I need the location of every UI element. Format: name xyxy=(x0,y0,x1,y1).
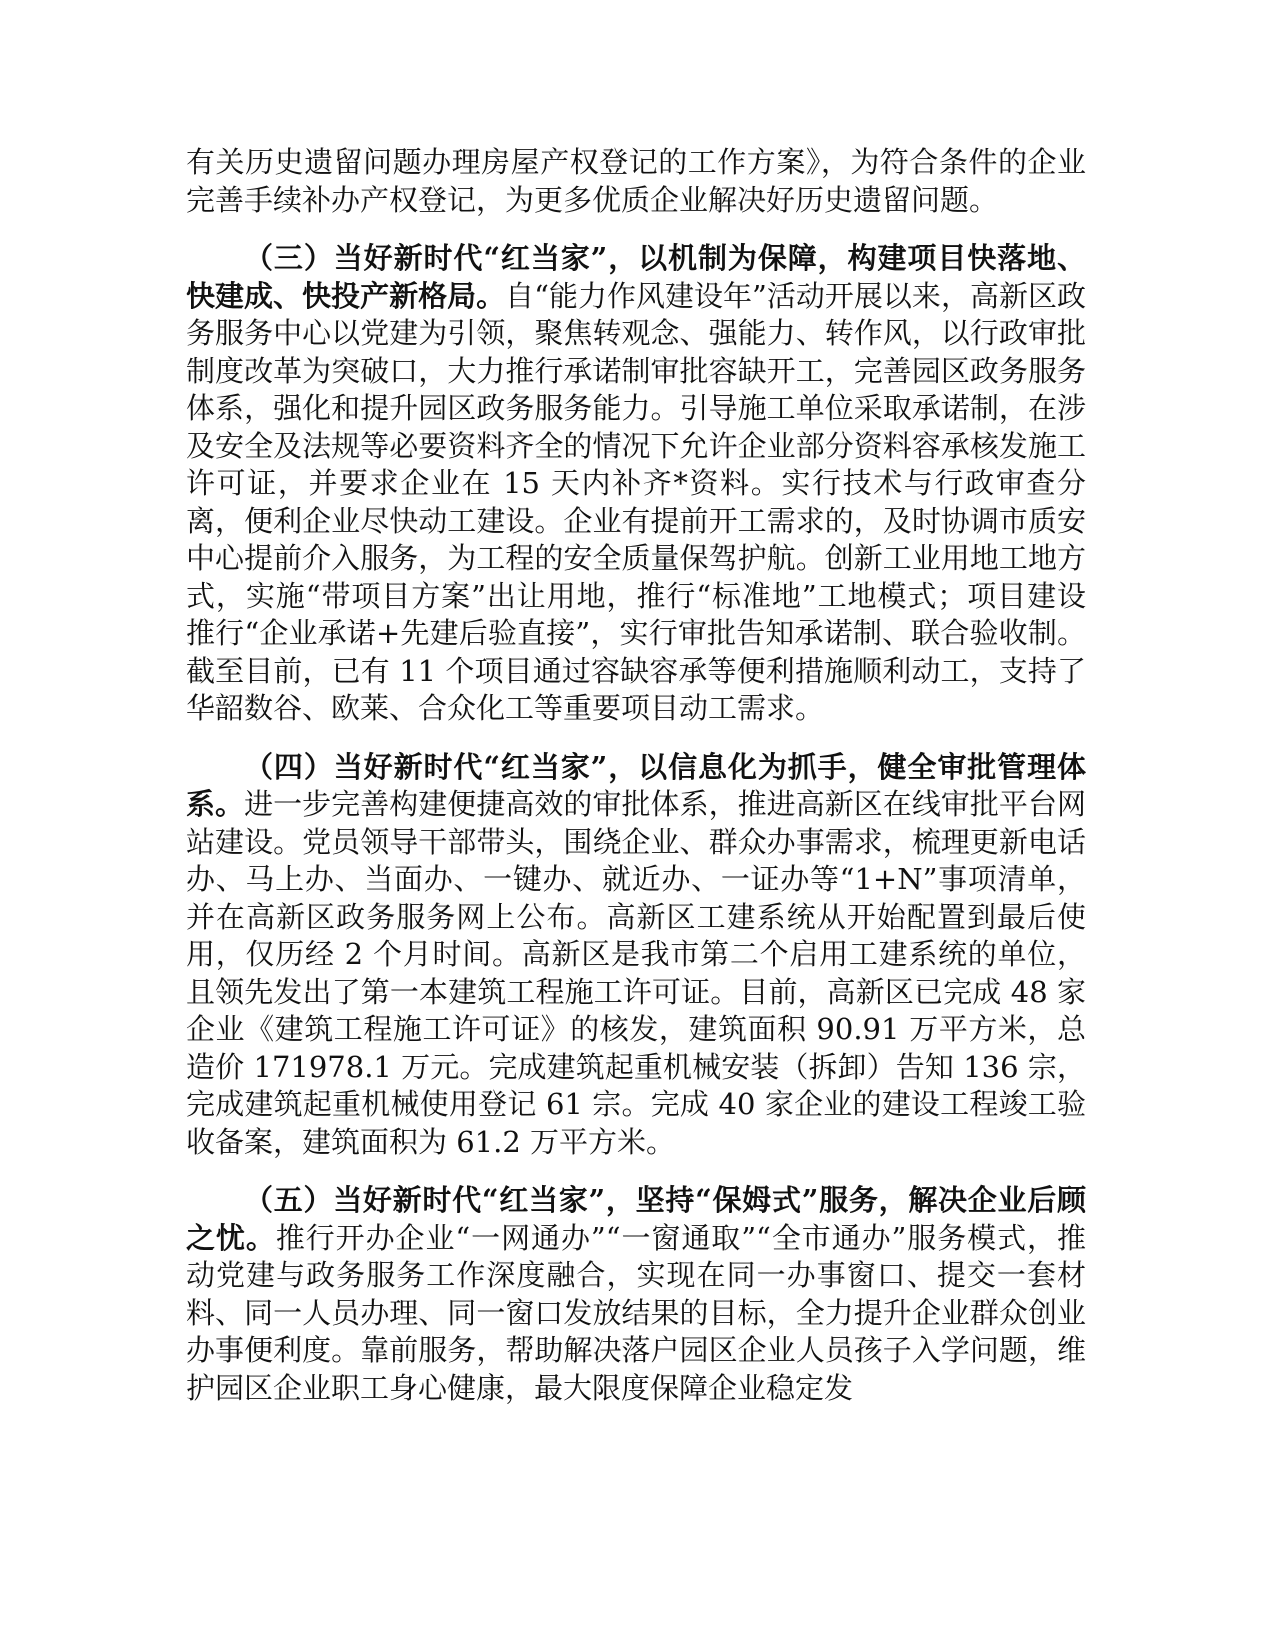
paragraph-body-text: 有关历史遗留问题办理房屋产权登记的工作方案》，为符合条件的企业完善手续补办产权登记，为更多优质企业解决好历史遗留问题。 xyxy=(186,145,1086,217)
section-5-heading: （五）当好新时代“红当家”，坚持“保姆式”服务，解决企业后顾之忧。 xyxy=(186,1183,1086,1255)
section-4-body: 进一步完善构建便捷高效的审批体系，推进高新区在线审批平台网站建设。党员领导干部带头，围绕企业、群众办事需求，梳理更新电话办、马上办、当面办、一键办、就近办、一证办等“1+N”事项清单，并在高新区政务服务网上公布。高新区工建系统从开始配置到最后使用，仅历经 2 个月时间。高新区是我市第二个启用工建系统的单位，且领先发出了第一本建筑工程施工许可证。目前，高新区已完成 48 家企业《建筑工程施工许可证》的核发，建筑面积 90.91 万平方米，总造价 171978.1 万元。完成建筑起重机械安装（拆卸）告知 136 宗，完成建筑起重机械使用登记 61 宗。完成 40 家企业的建设工程竣工验收备案，建筑面积为 61.2 万平方米。 xyxy=(186,787,1086,1159)
section-3-heading: （三）当好新时代“红当家”，以机制为保障，构建项目快落地、快建成、快投产新格局。 xyxy=(186,241,1086,313)
paragraph-section-5 xyxy=(186,1182,1086,1407)
section-4-heading: （四）当好新时代“红当家”，以信息化为抓手，健全审批管理体系。 xyxy=(186,749,1086,821)
section-5-body: 推行开办企业“一网通办”“一窗通取”“全市通办”服务模式，推动党建与政务服务工作深度融合，实现在同一办事窗口、提交一套材料、同一人员办理、同一窗口发放结果的目标，全力提升企业群众创业办事便利度。靠前服务，帮助解决落户园区企业人员孩子入学问题，维护园区企业职工身心健康，最大限度保障企业稳定发 xyxy=(186,1220,1086,1405)
document-body xyxy=(186,144,1086,1428)
paragraph-section-4 xyxy=(186,749,1086,1162)
section-3-body: 自“能力作风建设年”活动开展以来，高新区政务服务中心以党建为引领，聚焦转观念、强能力、转作风，以行政审批制度改革为突破口，大力推行承诺制审批容缺开工，完善园区政务服务体系，强化和提升园区政务服务能力。引导施工单位采取承诺制，在涉及安全及法规等必要资料齐全的情况下允许企业部分资料容承核发施工许可证，并要求企业在 15 天内补齐*资料。实行技术与行政审查分离，便利企业尽快动工建设。企业有提前开工需求的，及时协调市质安中心提前介入服务，为工程的安全质量保驾护航。创新工业用地工地方式，实施“带项目方案”出让用地，推行“标准地”工地模式；项目建设推行“企业承诺+先建后验直接”，实行审批告知承诺制、联合验收制。截至目前，已有 11 个项目通过容缺容承等便利措施顺利动工，支持了华韶数谷、欧莱、合众化工等重要项目动工需求。 xyxy=(186,278,1086,725)
paragraph-continuation xyxy=(186,144,1086,219)
paragraph-section-3 xyxy=(186,240,1086,728)
